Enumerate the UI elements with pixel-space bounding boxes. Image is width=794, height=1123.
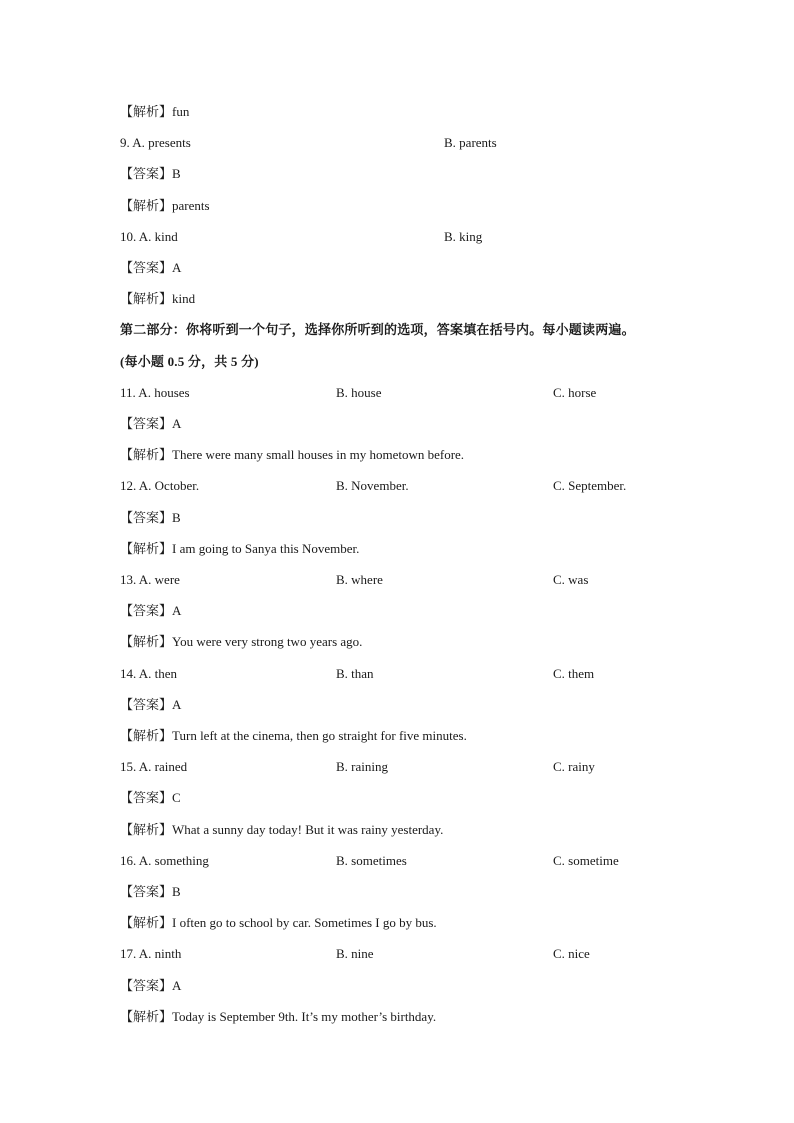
option-c: C. was: [553, 572, 589, 587]
explanation-line: 【解析】I often go to school by car. Sometimes I go by bus.: [120, 915, 437, 931]
section-heading: (每小题 0.5 分，共 5 分): [120, 353, 259, 369]
question-row: [120, 383, 680, 403]
option-c: C. rainy: [553, 759, 595, 775]
option-c: C. them: [553, 665, 595, 681]
explanation-line: 【解析】Today is September 9th. It’s my mother’s birthday.: [120, 1008, 437, 1024]
option-a: 13. A. were: [120, 572, 180, 587]
question-row: [120, 944, 680, 964]
answer-line: 【答案】C: [120, 790, 181, 806]
answer-line: 【答案】B: [120, 166, 181, 182]
explanation-line: 【解析】There were many small houses in my hometown before.: [120, 447, 465, 463]
option-a: 16. A. something: [120, 852, 209, 868]
explanation-line: 【解析】You were very strong two years ago.: [120, 634, 363, 650]
option-a: 11. A. houses: [120, 384, 190, 400]
option-c: C. sometime: [553, 852, 619, 868]
explanation-line: 【解析】fun: [120, 104, 190, 119]
option-a: 9. A. presents: [120, 135, 191, 151]
question-row: [120, 570, 680, 590]
option-c: C. September.: [553, 478, 627, 494]
explanation-line: 【解析】kind: [120, 291, 196, 307]
answer-line: 【答案】A: [120, 696, 182, 712]
answer-line: 【答案】A: [120, 260, 182, 275]
explanation-line: 【解析】Turn left at the cinema, then go straight for five minutes.: [120, 728, 467, 743]
option-a: 14. A. then: [120, 665, 178, 681]
option-b: B. sometimes: [336, 852, 407, 868]
option-a: 12. A. October.: [120, 478, 200, 494]
option-b: B. king: [444, 228, 483, 244]
option-b: B. nine: [336, 946, 374, 962]
question-row: [120, 133, 680, 153]
answer-line: 【答案】B: [120, 509, 181, 525]
question-row: [120, 227, 680, 247]
answer-line: 【答案】A: [120, 977, 182, 993]
option-c: C. horse: [553, 384, 597, 400]
explanation-line: 【解析】I am going to Sanya this November.: [120, 540, 360, 556]
question-row: [120, 476, 680, 496]
question-row: [120, 664, 680, 684]
option-a: 10. A. kind: [120, 228, 178, 244]
option-a: 17. A. ninth: [120, 946, 182, 962]
option-b: B. where: [336, 572, 383, 587]
answer-line: 【答案】A: [120, 603, 182, 619]
question-row: [120, 851, 680, 871]
option-b: B. November.: [336, 478, 409, 494]
answer-line: 【答案】B: [120, 884, 181, 899]
answer-line: 【答案】A: [120, 416, 182, 431]
option-c: C. nice: [553, 946, 590, 962]
option-b: B. parents: [444, 135, 497, 151]
explanation-line: 【解析】parents: [120, 197, 210, 213]
question-row: [120, 757, 680, 777]
option-b: B. house: [336, 384, 382, 400]
section-heading: 第二部分：你将听到一个句子，选择你所听到的选项，答案填在括号内。每小题读两遍。: [120, 322, 635, 338]
option-b: B. raining: [336, 759, 388, 775]
option-a: 15. A. rained: [120, 759, 188, 775]
option-b: B. than: [336, 665, 374, 681]
explanation-line: 【解析】What a sunny day today! But it was rainy yesterday.: [120, 821, 444, 837]
